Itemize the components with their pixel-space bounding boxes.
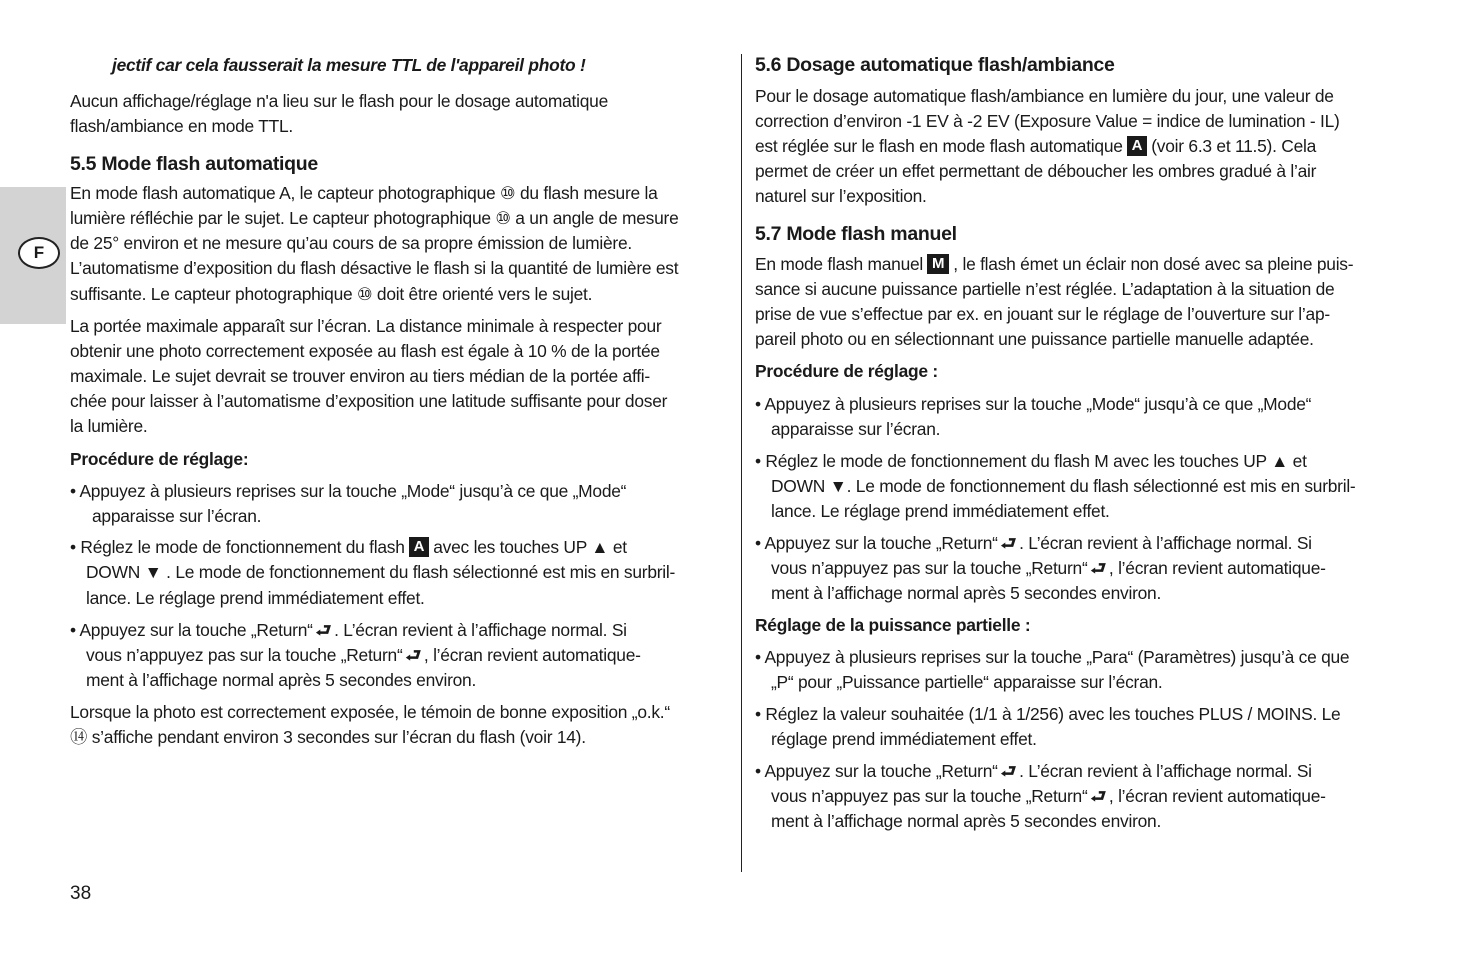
s55-p1-line-4: L’automatisme d’exposition du flash désactive le flash si la quantité de lumière est <box>70 258 679 278</box>
auto-mode-badge: A <box>409 537 430 557</box>
manual-mode-badge: M <box>927 254 949 274</box>
p-bullet-3-text-d: , l’écran revient automatique- <box>1108 786 1326 806</box>
bullet-2-text-a: • Réglez le mode de fonctionnement du flash <box>70 537 405 557</box>
s56-line-4: permet de créer un effet permettant de déboucher les ombres gradué à l’air <box>755 161 1317 181</box>
bullet-3-line-1 <box>70 618 627 643</box>
intro-italic: jectif car cela fausserait la mesure TTL de l'appareil photo ! <box>112 55 586 75</box>
r-bullet-3-line-3: ment à l’affichage normal après 5 secondes environ. <box>771 583 1162 603</box>
s57-line-2: sance si aucune puissance partielle n’est réglée. L’adaptation à la situation de <box>755 279 1335 299</box>
r-bullet-3-line-1 <box>755 531 1312 556</box>
bullet-1-line-2: apparaisse sur l’écran. <box>92 506 262 526</box>
bullet-3-text-d: , l’écran revient automatique- <box>423 645 641 665</box>
return-icon: ⮐ <box>315 620 332 640</box>
p-bullet-3-line-3: ment à l’affichage normal après 5 secondes environ. <box>771 811 1162 831</box>
p-bullet-3-text-b: . L’écran revient à l’affichage normal. Si <box>1019 761 1312 781</box>
r-bullet-2-line-1: • Réglez le mode de fonctionnement du flash M avec les touches UP ▲ et <box>755 451 1307 471</box>
section-title-5-6: 5.6 Dosage automatique flash/ambiance <box>755 54 1115 76</box>
final-line-2: ⑭ s’affiche pendant environ 3 secondes sur l’écran du flash (voir 14). <box>70 727 586 747</box>
p-bullet-2-line-1: • Réglez la valeur souhaitée (1/1 à 1/256) avec les touches PLUS / MOINS. Le <box>755 704 1341 724</box>
procedure-title-right: Procédure de réglage : <box>755 361 938 381</box>
return-icon: ⮐ <box>405 645 421 665</box>
auto-mode-badge: A <box>1127 136 1148 156</box>
r-bullet-3-text-a: • Appuyez sur la touche „Return“ <box>755 533 998 553</box>
p-bullet-3-text-a: • Appuyez sur la touche „Return“ <box>755 761 998 781</box>
r-bullet-1-line-1: • Appuyez à plusieurs reprises sur la touche „Mode“ jusqu’à ce que „Mode“ <box>755 394 1312 414</box>
s56-line-2: correction d’environ -1 EV à -2 EV (Exposure Value = indice de lumination - IL) <box>755 111 1340 131</box>
bullet-3-text-c: vous n’appuyez pas sur la touche „Return“ <box>86 645 403 665</box>
s55-p1-line-2: lumière réfléchie par le sujet. Le capteur photographique ⑩ a un angle de mesure <box>70 208 679 228</box>
final-line-1: Lorsque la photo est correctement exposée, le témoin de bonne exposition „o.k.“ <box>70 702 670 722</box>
bullet-2-line-3: lance. Le réglage prend immédiatement effet. <box>86 588 425 608</box>
intro-line-2: flash/ambiance en mode TTL. <box>70 116 293 136</box>
r-bullet-1-line-2: apparaisse sur l’écran. <box>771 419 941 439</box>
s55-p1-line-1: En mode flash automatique A, le capteur photographique ⑩ du flash mesure la <box>70 183 658 203</box>
p-bullet-2-line-2: réglage prend immédiatement effet. <box>771 729 1037 749</box>
s55-p2-line-5: la lumière. <box>70 416 148 436</box>
s55-p2-line-4: chée pour laisser à l’automatisme d’exposition une latitude suffisante pour doser <box>70 391 668 411</box>
p-bullet-3-line-2 <box>771 784 1326 809</box>
p-bullet-1-line-2: „P“ pour „Puissance partielle“ apparaisse sur l’écran. <box>771 672 1163 692</box>
section-title-5-7: 5.7 Mode flash manuel <box>755 223 957 245</box>
bullet-3-text-b: . L’écran revient à l’affichage normal. Si <box>334 620 627 640</box>
s56-line-3 <box>755 134 1316 159</box>
s55-p2-line-3: maximale. Le sujet devrait se trouver environ au tiers médian de la portée affi- <box>70 366 650 386</box>
page-number: 38 <box>70 883 92 904</box>
s57-line-4: pareil photo ou en sélectionnant une puissance partielle manuelle adaptée. <box>755 329 1314 349</box>
bullet-2-line-1 <box>70 535 627 560</box>
s55-p2-line-2: obtenir une photo correctement exposée au flash est égale à 10 % de la portée <box>70 341 660 361</box>
return-icon: ⮐ <box>1090 558 1106 578</box>
r-bullet-3-text-c: vous n’appuyez pas sur la touche „Return“ <box>771 558 1088 578</box>
p-bullet-1-line-1: • Appuyez à plusieurs reprises sur la touche „Para“ (Paramètres) jusqu’à ce que <box>755 647 1350 667</box>
column-divider <box>741 54 742 872</box>
s56-line-5: naturel sur l’exposition. <box>755 186 927 206</box>
bullet-1-line-1: • Appuyez à plusieurs reprises sur la touche „Mode“ jusqu’à ce que „Mode“ <box>70 481 627 501</box>
bullet-2-text-b: avec les touches UP ▲ et <box>433 537 627 557</box>
bullet-3-line-2 <box>86 643 641 668</box>
partial-power-title: Réglage de la puissance partielle : <box>755 615 1031 635</box>
section-title-5-5: 5.5 Mode flash automatique <box>70 153 318 175</box>
return-icon: ⮐ <box>1000 761 1017 781</box>
r-bullet-2-line-2: DOWN ▼. Le mode de fonctionnement du flash sélectionné est mis en surbril- <box>771 476 1356 496</box>
r-bullet-3-text-d: , l’écran revient automatique- <box>1108 558 1326 578</box>
return-icon: ⮐ <box>1090 786 1106 806</box>
s57-text-a: En mode flash manuel <box>755 254 924 274</box>
s56-text-a: est réglée sur le flash en mode flash automatique <box>755 136 1123 156</box>
procedure-title: Procédure de réglage: <box>70 449 249 469</box>
return-icon: ⮐ <box>1000 533 1017 553</box>
s55-p1-line-5: suffisante. Le capteur photographique ⑩ doit être orienté vers le sujet. <box>70 284 593 304</box>
s56-line-1: Pour le dosage automatique flash/ambiance en lumière du jour, une valeur de <box>755 86 1334 106</box>
language-indicator: F <box>18 237 60 269</box>
bullet-3-text-a: • Appuyez sur la touche „Return“ <box>70 620 313 640</box>
p-bullet-3-text-c: vous n’appuyez pas sur la touche „Return“ <box>771 786 1088 806</box>
r-bullet-2-line-3: lance. Le réglage prend immédiatement effet. <box>771 501 1110 521</box>
s56-text-b: (voir 6.3 et 11.5). Cela <box>1151 136 1317 156</box>
intro-line-1: Aucun affichage/réglage n'a lieu sur le flash pour le dosage automatique <box>70 91 609 111</box>
s57-text-b: , le flash émet un éclair non dosé avec sa pleine puis- <box>953 254 1354 274</box>
r-bullet-3-line-2 <box>771 556 1326 581</box>
s55-p2-line-1: La portée maximale apparaît sur l’écran. La distance minimale à respecter pour <box>70 316 662 336</box>
s57-line-3: prise de vue s’effectue par ex. en jouant sur le réglage de l’ouverture sur l’ap- <box>755 304 1330 324</box>
bullet-3-line-3: ment à l’affichage normal après 5 secondes environ. <box>86 670 477 690</box>
s55-p1-line-3: de 25° environ et ne mesure qu’au cours de sa propre émission de lumière. <box>70 233 632 253</box>
p-bullet-3-line-1 <box>755 759 1312 784</box>
bullet-2-line-2: DOWN ▼ . Le mode de fonctionnement du flash sélectionné est mis en surbril- <box>86 562 676 582</box>
r-bullet-3-text-b: . L’écran revient à l’affichage normal. Si <box>1019 533 1312 553</box>
s57-line-1 <box>755 252 1353 277</box>
